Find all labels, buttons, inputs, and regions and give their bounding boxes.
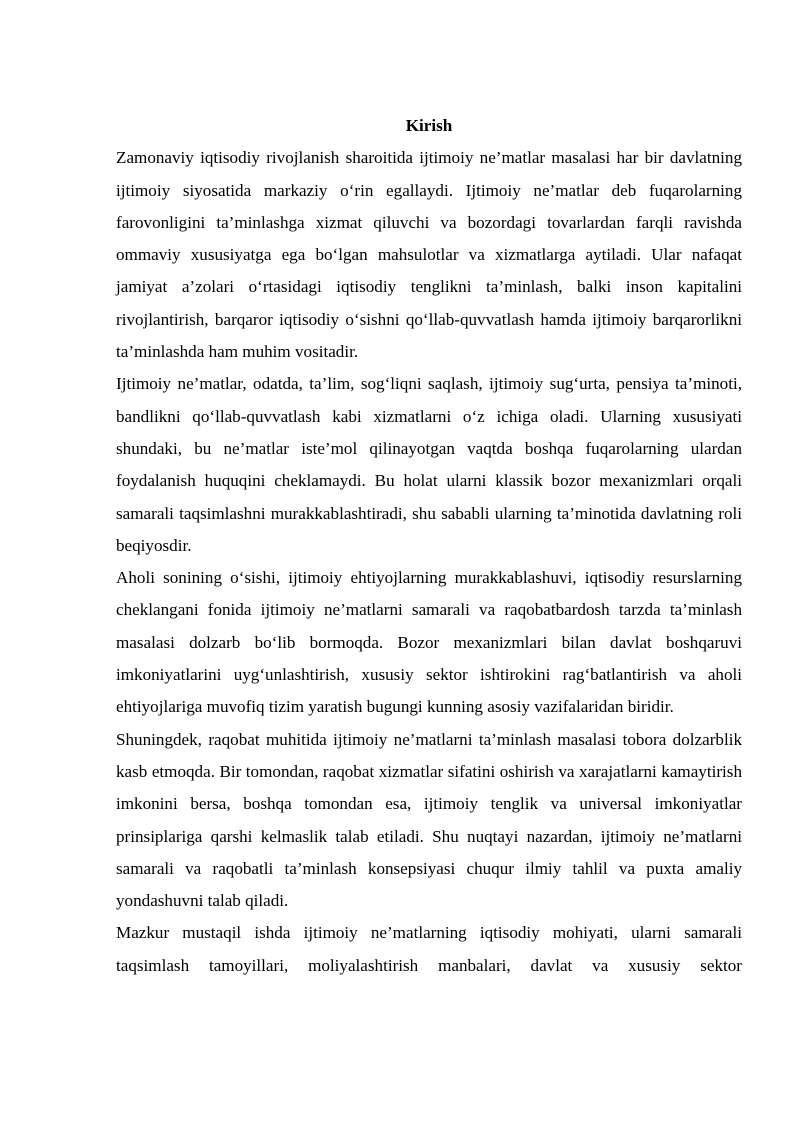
paragraph-5: Mazkur mustaqil ishda ijtimoiy ne’matlarning iqtisodiy mohiyati, ularni samarali taqsimlash tamoyillari, moliyalashtirish manbalari, davlat va xususiy sektor (116, 923, 742, 975)
paragraph-2: Ijtimoiy ne’matlar, odatda, ta’lim, sog‘liqni saqlash, ijtimoiy sug‘urta, pensiya ta’minoti, bandlikni qo‘llab-quvvatlash kabi xizmatlarni o‘z ichiga oladi. Ularning xususiyati shundaki, bu ne’matlar iste’mol qilinayotgan vaqtda boshqa fuqarolarning ulardan foydalanish huquqini cheklamaydi. Bu holat ularni klassik bozor mexanizmlari orqali samarali taqsimlashni murakkablashtiradi, shu sababli ularning ta’minotida davlatning roli beqiyosdir. (116, 374, 742, 555)
paragraph-1: Zamonaviy iqtisodiy rivojlanish sharoitida ijtimoiy ne’matlar masalasi har bir davlatning ijtimoiy siyosatida markaziy o‘rin egallaydi. Ijtimoiy ne’matlar deb fuqarolarning farovonligini ta’minlashga xizmat qiluvchi va bozordagi tovarlardan farqli ravishda ommaviy xususiyatga ega bo‘lgan mahsulotlar va xizmatlarga aytiladi. Ular nafaqat jamiyat a’zolari o‘rtasidagi iqtisodiy tenglikni ta’minlash, balki inson kapitalini rivojlantirish, barqaror iqtisodiy o‘sishni qo‘llab-quvvatlash hamda ijtimoiy barqarorlikni ta’minlashda ham muhim vositadir. (116, 148, 742, 362)
page-title: Kirish (405, 116, 453, 135)
document-page (116, 110, 742, 982)
paragraph-3: Aholi sonining o‘sishi, ijtimoiy ehtiyojlarning murakkablashuvi, iqtisodiy resurslarning cheklangani fonida ijtimoiy ne’matlarni samarali va raqobatbardosh tarzda ta’minlash masalasi dolzarb bo‘lib bormoqda. Bozor mexanizmlari bilan davlat boshqaruvi imkoniyatlarini uyg‘unlashtirish, xususiy sektor ishtirokini rag‘batlantirish va aholi ehtiyojlariga muvofiq tizim yaratish bugungi kunning asosiy vazifalaridan biridir. (116, 568, 742, 717)
paragraph-4: Shuningdek, raqobat muhitida ijtimoiy ne’matlarni ta’minlash masalasi tobora dolzarblik kasb etmoqda. Bir tomondan, raqobat xizmatlar sifatini oshirish va xarajatlarni kamaytirish imkonini bersa, boshqa tomondan esa, ijtimoiy tenglik va universal imkoniyatlar prinsiplariga qarshi kelmaslik talab etiladi. Shu nuqtayi nazardan, ijtimoiy ne’matlarni samarali va raqobatli ta’minlash konsepsiyasi chuqur ilmiy tahlil va puxta amaliy yondashuvni talab qiladi. (116, 729, 742, 911)
